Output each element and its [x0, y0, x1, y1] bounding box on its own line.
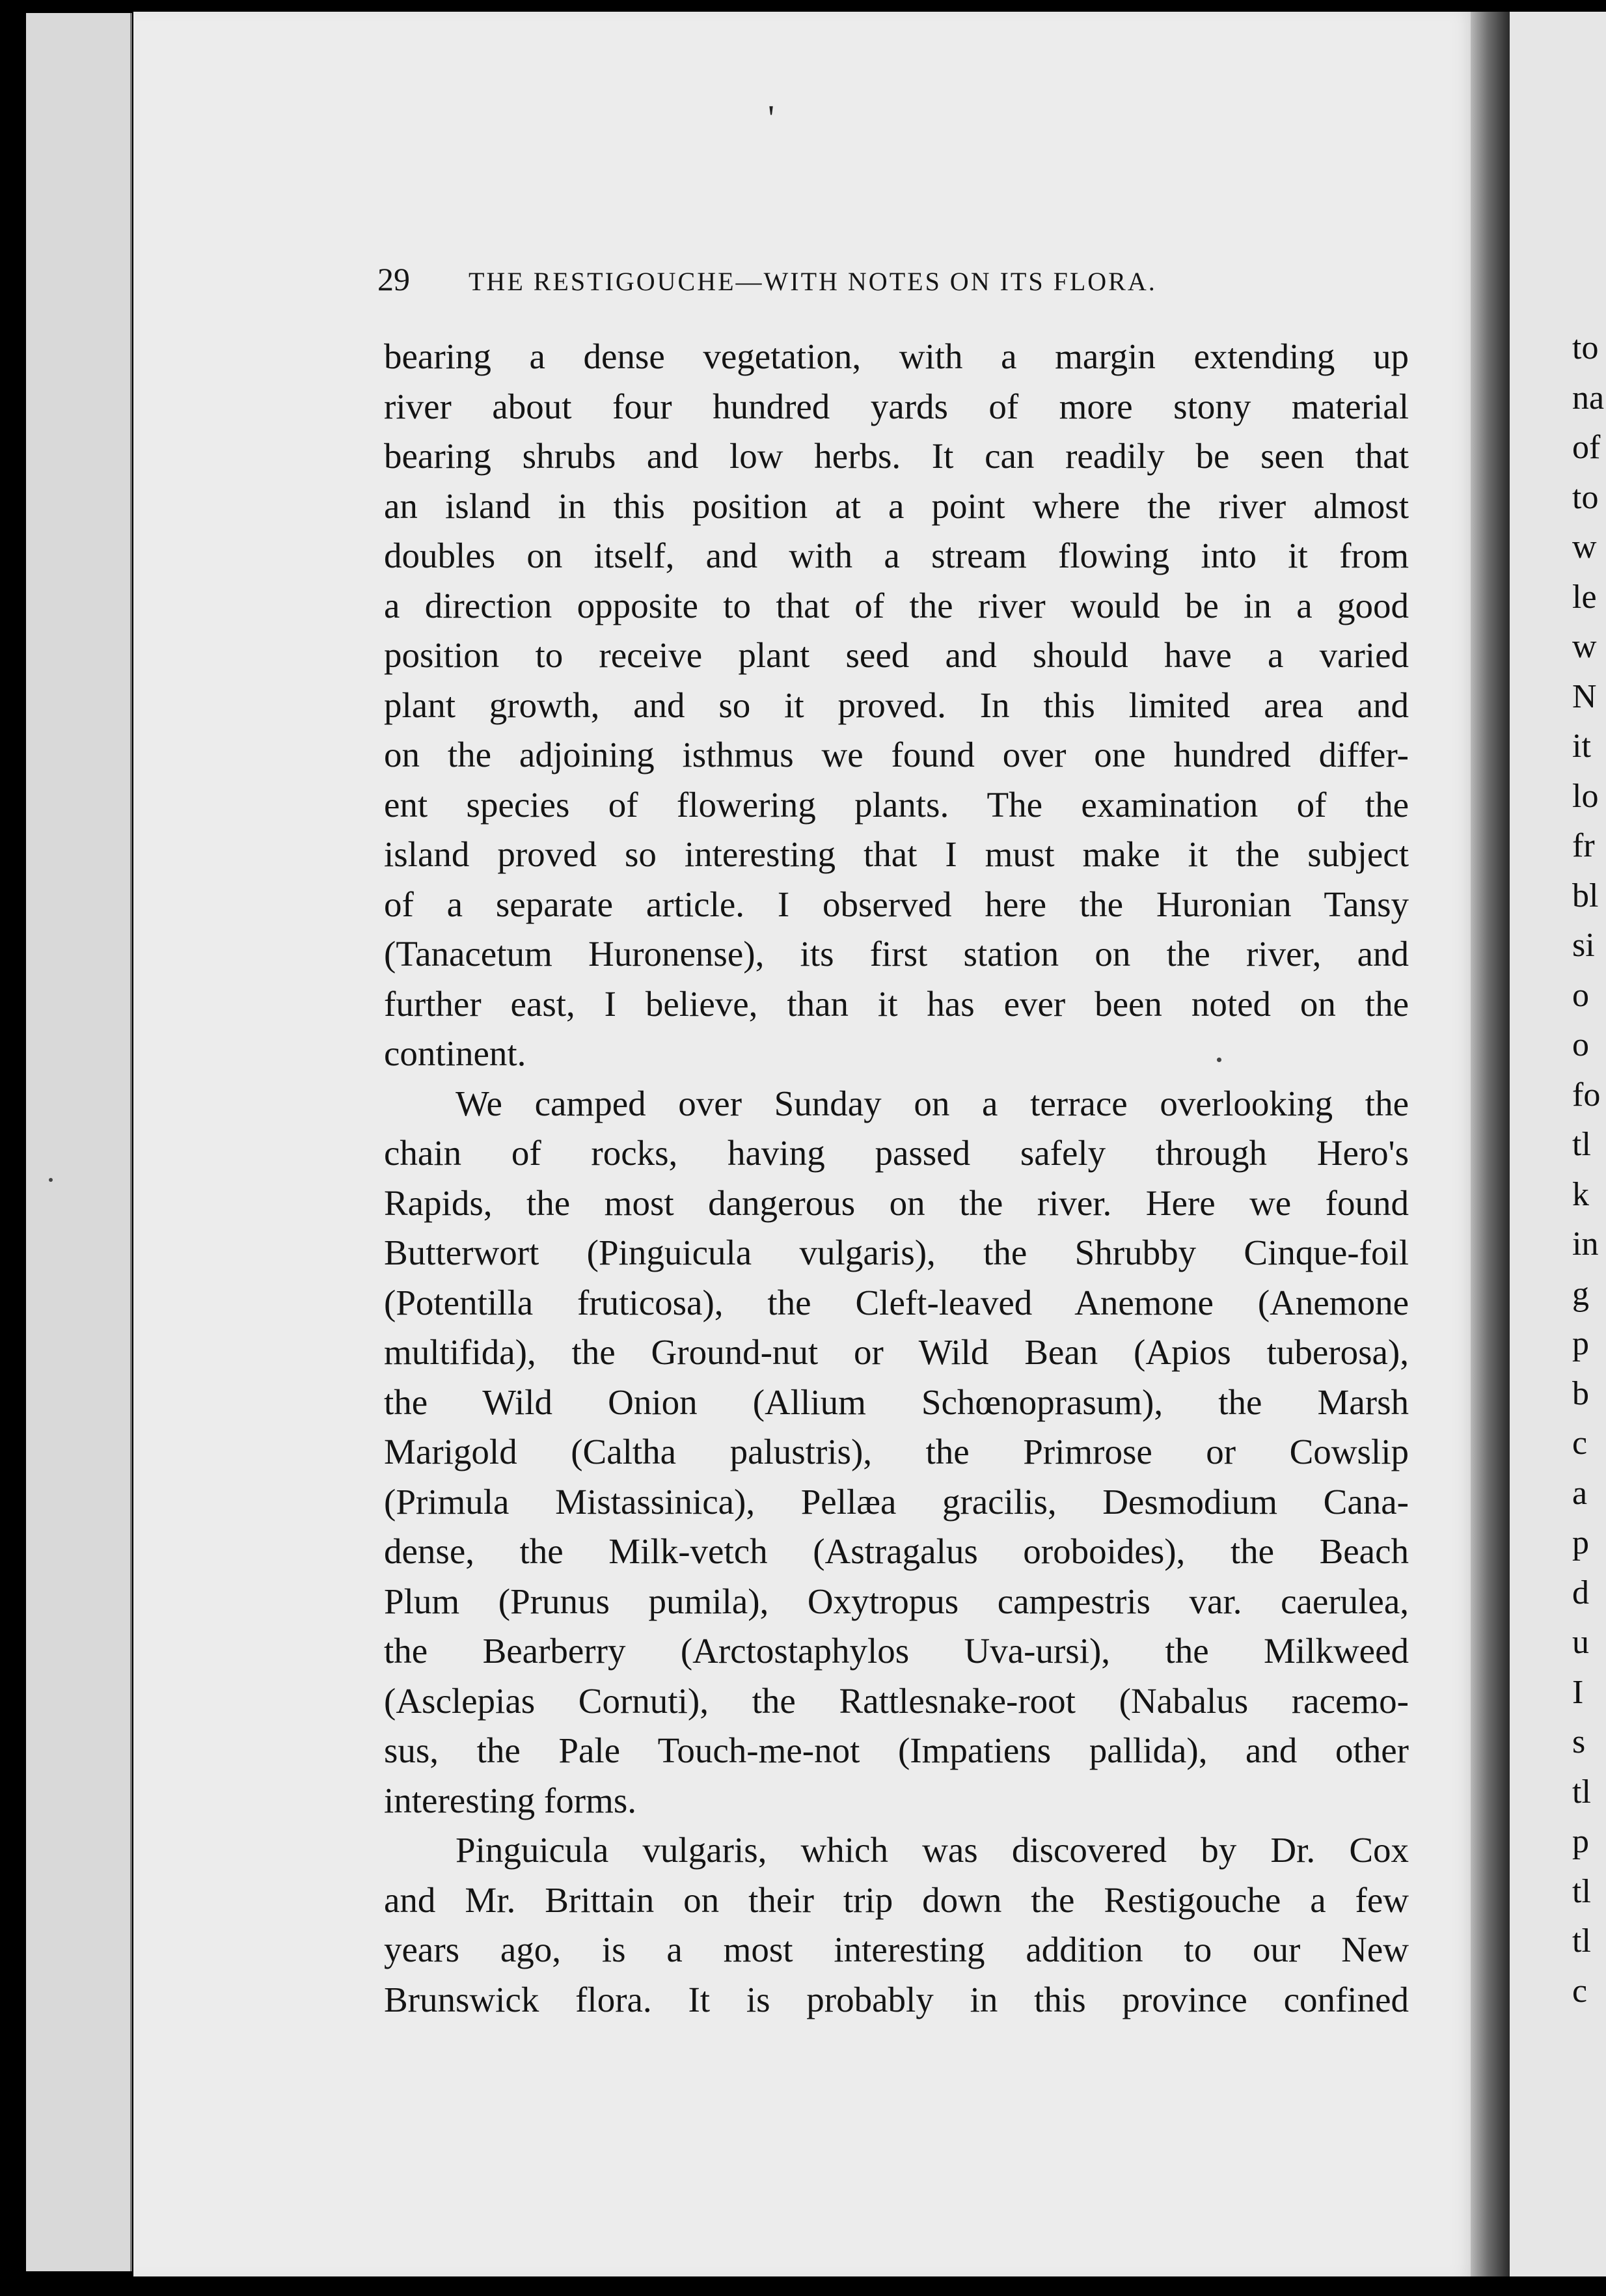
facing-page-line: w	[1572, 528, 1597, 566]
facing-page-line: p	[1572, 1823, 1589, 1860]
facing-page-line: g	[1572, 1275, 1589, 1313]
facing-page-line: N	[1572, 677, 1597, 715]
facing-page-line: fr	[1572, 827, 1595, 864]
text-line: position to receive plant seed and should have a varied	[384, 635, 1409, 675]
body-text	[384, 332, 1409, 2025]
facing-page-line: c	[1572, 1972, 1588, 2010]
text-line: an island in this position at a point where the river almost	[384, 485, 1409, 526]
running-head	[377, 260, 1380, 298]
page-edge	[104, 13, 132, 2271]
facing-page-line: tl	[1572, 1872, 1591, 1910]
text-line: sus, the Pale Touch-me-not (Impatiens pallida), and other	[384, 1730, 1409, 1770]
facing-page-line: u	[1572, 1624, 1589, 1661]
facing-page-line: si	[1572, 927, 1595, 964]
text-line: (Asclepias Cornuti), the Rattlesnake-root (Nabalus racemo-	[384, 1680, 1409, 1721]
text-line: (Tanacetum Huronense), its first station on the river, and	[384, 934, 1409, 974]
facing-page-line: to	[1572, 478, 1599, 516]
text-line: dense, the Milk-vetch (Astragalus oroboides), the Beach	[384, 1531, 1409, 1571]
text-line: the Wild Onion (Allium Schœnoprasum), the Marsh	[384, 1382, 1409, 1422]
ink-mark: '	[768, 98, 775, 139]
running-title: THE RESTIGOUCHE—WITH NOTES ON ITS FLORA.	[469, 267, 1157, 296]
text-line: Marigold (Caltha palustris), the Primrose or Cowslip	[384, 1432, 1409, 1471]
text-line: (Potentilla fruticosa), the Cleft-leaved Anemone (Anemone	[384, 1282, 1409, 1322]
facing-page-line: tl	[1572, 1922, 1591, 1960]
facing-page-line: b	[1572, 1374, 1589, 1412]
text-line: Plum (Prunus pumila), Oxytropus campestris var. caerulea,	[384, 1581, 1409, 1621]
facing-page-fragment	[1510, 12, 1606, 2276]
text-line: (Primula Mistassinica), Pellæa gracilis, Desmodium Cana-	[384, 1481, 1409, 1522]
facing-page-line: of	[1572, 429, 1601, 466]
page-number: 29	[377, 261, 410, 297]
text-line: and Mr. Brittain on their trip down the Restigouche a few	[384, 1879, 1409, 1920]
text-line: bearing a dense vegetation, with a margin extending up	[384, 336, 1409, 376]
text-line: island proved so interesting that I must make it the subject	[384, 834, 1409, 874]
facing-page-line: fo	[1572, 1076, 1601, 1114]
text-line: river about four hundred yards of more stony material	[384, 386, 1409, 426]
text-line: chain of rocks, having passed safely through Hero's	[384, 1133, 1409, 1173]
text-line: a direction opposite to that of the river would be in a good	[384, 585, 1409, 625]
text-line: doubles on itself, and with a stream flowing into it from	[384, 536, 1409, 575]
facing-page-line: I	[1572, 1673, 1584, 1711]
ink-speck	[49, 1178, 53, 1182]
facing-page-line: o	[1572, 1026, 1589, 1063]
facing-page-line: o	[1572, 976, 1589, 1014]
facing-page-line: a	[1572, 1474, 1588, 1512]
text-line: years ago, is a most interesting addition to our New	[384, 1930, 1409, 1969]
facing-page-line: p	[1572, 1524, 1589, 1561]
page-gutter	[1471, 12, 1510, 2276]
text-line: interesting forms.	[384, 1780, 636, 1820]
facing-page-line: c	[1572, 1425, 1588, 1462]
text-line: Butterwort (Pinguicula vulgaris), the Shrubby Cinque-foil	[384, 1233, 1409, 1272]
text-line: continent.	[384, 1033, 526, 1073]
text-line: the Bearberry (Arctostaphylos Uva-ursi), the Milkweed	[384, 1631, 1409, 1671]
facing-page-line: w	[1572, 628, 1597, 665]
text-line: of a separate article. I observed here the Huronian Tansy	[384, 884, 1409, 924]
text-line: ent species of flowering plants. The examination of the	[384, 784, 1409, 825]
facing-page-line: it	[1572, 728, 1591, 765]
text-line: Brunswick flora. It is probably in this province confined	[384, 1979, 1409, 2019]
facing-page-line: in	[1572, 1225, 1599, 1263]
text-line: Pinguicula vulgaris, which was discovered by Dr. Cox	[456, 1830, 1409, 1870]
text-line: plant growth, and so it proved. In this limited area and	[384, 685, 1409, 725]
facing-page-line: k	[1572, 1175, 1589, 1213]
facing-page-line: d	[1572, 1574, 1589, 1611]
text-line: multifida), the Ground-nut or Wild Bean (Apios tuberosa),	[384, 1332, 1409, 1372]
facing-page-line: lo	[1572, 777, 1599, 815]
facing-page-line: tl	[1572, 1773, 1591, 1811]
text-line: bearing shrubs and low herbs. It can readily be seen that	[384, 436, 1409, 476]
text-line: on the adjoining isthmus we found over one hundred differ-	[384, 735, 1409, 774]
facing-page-line: na	[1572, 379, 1605, 417]
facing-page-line: to	[1572, 329, 1599, 366]
facing-page-line: p	[1572, 1325, 1589, 1362]
text-line: We camped over Sunday on a terrace overlooking the	[456, 1083, 1409, 1123]
facing-page-line: le	[1572, 578, 1597, 616]
facing-page-line: bl	[1572, 877, 1599, 914]
text-line: further east, I believe, than it has ever been noted on the	[384, 983, 1409, 1024]
facing-page-line: s	[1572, 1723, 1586, 1760]
facing-page-line: tl	[1572, 1126, 1591, 1163]
text-line: Rapids, the most dangerous on the river. Here we found	[384, 1182, 1409, 1223]
